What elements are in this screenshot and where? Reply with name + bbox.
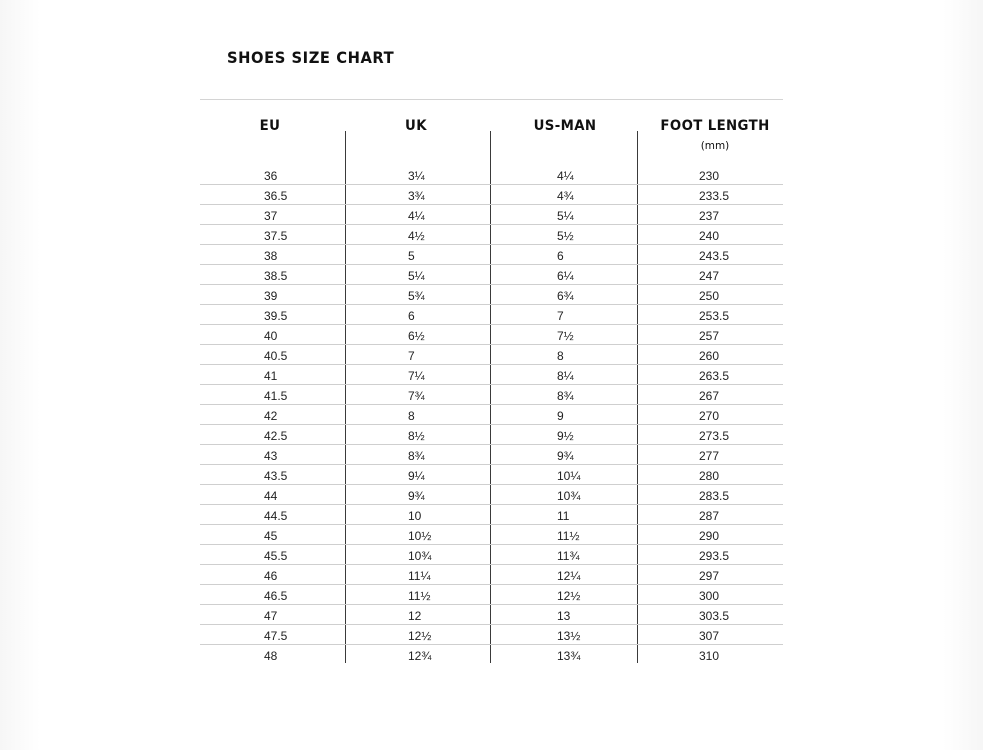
cell-us-man: 13½ xyxy=(557,629,581,643)
cell-uk: 11¼ xyxy=(408,569,431,583)
cell-us-man: 4¾ xyxy=(557,189,574,203)
cell-foot-length: 263.5 xyxy=(699,369,730,383)
cell-us-man: 10¾ xyxy=(557,489,581,503)
cell-us-man: 8¾ xyxy=(557,389,574,403)
cell-eu: 47.5 xyxy=(264,629,288,643)
cell-foot-length: 267 xyxy=(699,389,720,403)
cell-foot-length: 230 xyxy=(699,169,720,183)
table-row xyxy=(200,605,783,625)
cell-foot-length: 247 xyxy=(699,269,720,283)
cell-foot-length: 300 xyxy=(699,589,720,603)
cell-foot-length: 283.5 xyxy=(699,489,730,503)
page-shade-left xyxy=(0,0,40,750)
cell-uk: 6 xyxy=(408,309,415,323)
cell-eu: 45.5 xyxy=(264,549,288,563)
cell-uk: 3¾ xyxy=(408,189,425,203)
cell-us-man: 6 xyxy=(557,249,564,263)
cell-foot-length: 290 xyxy=(699,529,720,543)
cell-eu: 44.5 xyxy=(264,509,288,523)
cell-uk: 12 xyxy=(408,609,422,623)
cell-eu: 41 xyxy=(264,369,278,383)
cell-uk: 12¾ xyxy=(408,649,432,663)
table-header xyxy=(200,118,783,158)
cell-us-man: 11½ xyxy=(557,529,580,543)
table-row xyxy=(200,645,783,665)
cell-foot-length: 277 xyxy=(699,449,720,463)
cell-foot-length: 237 xyxy=(699,209,720,223)
cell-eu: 45 xyxy=(264,529,278,543)
table-row xyxy=(200,445,783,465)
table-row xyxy=(200,165,783,185)
cell-uk: 7¼ xyxy=(408,369,425,383)
table-row xyxy=(200,545,783,565)
cell-eu: 43.5 xyxy=(264,469,288,483)
cell-uk: 8¾ xyxy=(408,449,425,463)
cell-us-man: 8 xyxy=(557,349,564,363)
cell-eu: 40.5 xyxy=(264,349,288,363)
table-row xyxy=(200,485,783,505)
cell-uk: 10¾ xyxy=(408,549,432,563)
cell-us-man: 6¾ xyxy=(557,289,574,303)
cell-foot-length: 293.5 xyxy=(699,549,730,563)
cell-eu: 46 xyxy=(264,569,278,583)
cell-uk: 11½ xyxy=(408,589,431,603)
cell-uk: 10½ xyxy=(408,529,432,543)
cell-foot-length: 297 xyxy=(699,569,720,583)
cell-eu: 42 xyxy=(264,409,278,423)
cell-us-man: 13 xyxy=(557,609,571,623)
cell-foot-length: 307 xyxy=(699,629,720,643)
table-row xyxy=(200,405,783,425)
cell-us-man: 9½ xyxy=(557,429,574,443)
cell-foot-length: 273.5 xyxy=(699,429,730,443)
table-row xyxy=(200,565,783,585)
column-header-us-man: US-MAN xyxy=(533,118,597,134)
cell-foot-length: 257 xyxy=(699,329,720,343)
cell-uk: 6½ xyxy=(408,329,425,343)
cell-uk: 5 xyxy=(408,249,415,263)
cell-eu: 36.5 xyxy=(264,189,288,203)
cell-foot-length: 303.5 xyxy=(699,609,730,623)
cell-eu: 39.5 xyxy=(264,309,288,323)
cell-us-man: 13¾ xyxy=(557,649,581,663)
cell-eu: 42.5 xyxy=(264,429,288,443)
table-row xyxy=(200,465,783,485)
cell-eu: 47 xyxy=(264,609,278,623)
cell-us-man: 7 xyxy=(557,309,564,323)
cell-us-man: 5¼ xyxy=(557,209,574,223)
cell-uk: 3¼ xyxy=(408,169,425,183)
table-row xyxy=(200,625,783,645)
cell-us-man: 10¼ xyxy=(557,469,581,483)
cell-uk: 5¾ xyxy=(408,289,425,303)
cell-us-man: 9 xyxy=(557,409,564,423)
table-row xyxy=(200,285,783,305)
column-header-eu: EU xyxy=(259,118,281,134)
cell-eu: 37 xyxy=(264,209,278,223)
cell-uk: 8½ xyxy=(408,429,425,443)
cell-foot-length: 270 xyxy=(699,409,720,423)
cell-eu: 43 xyxy=(264,449,278,463)
cell-eu: 40 xyxy=(264,329,278,343)
cell-eu: 37.5 xyxy=(264,229,288,243)
table-row xyxy=(200,505,783,525)
cell-foot-length: 260 xyxy=(699,349,720,363)
table-row xyxy=(200,185,783,205)
cell-us-man: 4¼ xyxy=(557,169,574,183)
cell-us-man: 11¾ xyxy=(557,549,580,563)
cell-us-man: 12½ xyxy=(557,589,581,603)
cell-us-man: 6¼ xyxy=(557,269,574,283)
cell-uk: 7¾ xyxy=(408,389,425,403)
table-row xyxy=(200,425,783,445)
page-title: SHOES SIZE CHART xyxy=(227,48,395,67)
cell-uk: 12½ xyxy=(408,629,432,643)
cell-us-man: 7½ xyxy=(557,329,574,343)
page-shade-right xyxy=(943,0,983,750)
table-row xyxy=(200,345,783,365)
cell-foot-length: 243.5 xyxy=(699,249,730,263)
cell-foot-length: 253.5 xyxy=(699,309,730,323)
cell-uk: 7 xyxy=(408,349,415,363)
cell-uk: 10 xyxy=(408,509,422,523)
table-row xyxy=(200,365,783,385)
table-row xyxy=(200,325,783,345)
column-header-foot-length xyxy=(653,118,777,152)
foot-length-unit: (mm) xyxy=(700,139,730,152)
cell-foot-length: 240 xyxy=(699,229,720,243)
cell-eu: 48 xyxy=(264,649,278,663)
cell-uk: 5¼ xyxy=(408,269,425,283)
cell-uk: 8 xyxy=(408,409,415,423)
table-row xyxy=(200,225,783,245)
table-row xyxy=(200,385,783,405)
cell-us-man: 11 xyxy=(557,509,570,523)
cell-eu: 38.5 xyxy=(264,269,288,283)
table-row xyxy=(200,305,783,325)
cell-uk: 9¼ xyxy=(408,469,425,483)
cell-us-man: 9¾ xyxy=(557,449,574,463)
table-row xyxy=(200,205,783,225)
foot-length-label: FOOT LENGTH xyxy=(660,118,770,134)
cell-us-man: 5½ xyxy=(557,229,574,243)
cell-eu: 41.5 xyxy=(264,389,288,403)
cell-uk: 4½ xyxy=(408,229,425,243)
table-row xyxy=(200,245,783,265)
size-table-body xyxy=(200,165,783,665)
cell-eu: 38 xyxy=(264,249,278,263)
cell-foot-length: 310 xyxy=(699,649,720,663)
column-header-uk: UK xyxy=(405,118,427,134)
cell-foot-length: 280 xyxy=(699,469,720,483)
cell-eu: 39 xyxy=(264,289,278,303)
table-row xyxy=(200,525,783,545)
cell-us-man: 8¼ xyxy=(557,369,574,383)
cell-foot-length: 287 xyxy=(699,509,720,523)
cell-eu: 36 xyxy=(264,169,278,183)
cell-eu: 46.5 xyxy=(264,589,288,603)
cell-eu: 44 xyxy=(264,489,278,503)
cell-foot-length: 233.5 xyxy=(699,189,730,203)
title-divider xyxy=(200,99,783,100)
table-row xyxy=(200,265,783,285)
cell-foot-length: 250 xyxy=(699,289,720,303)
table-row xyxy=(200,585,783,605)
cell-uk: 9¾ xyxy=(408,489,425,503)
cell-uk: 4¼ xyxy=(408,209,425,223)
cell-us-man: 12¼ xyxy=(557,569,581,583)
